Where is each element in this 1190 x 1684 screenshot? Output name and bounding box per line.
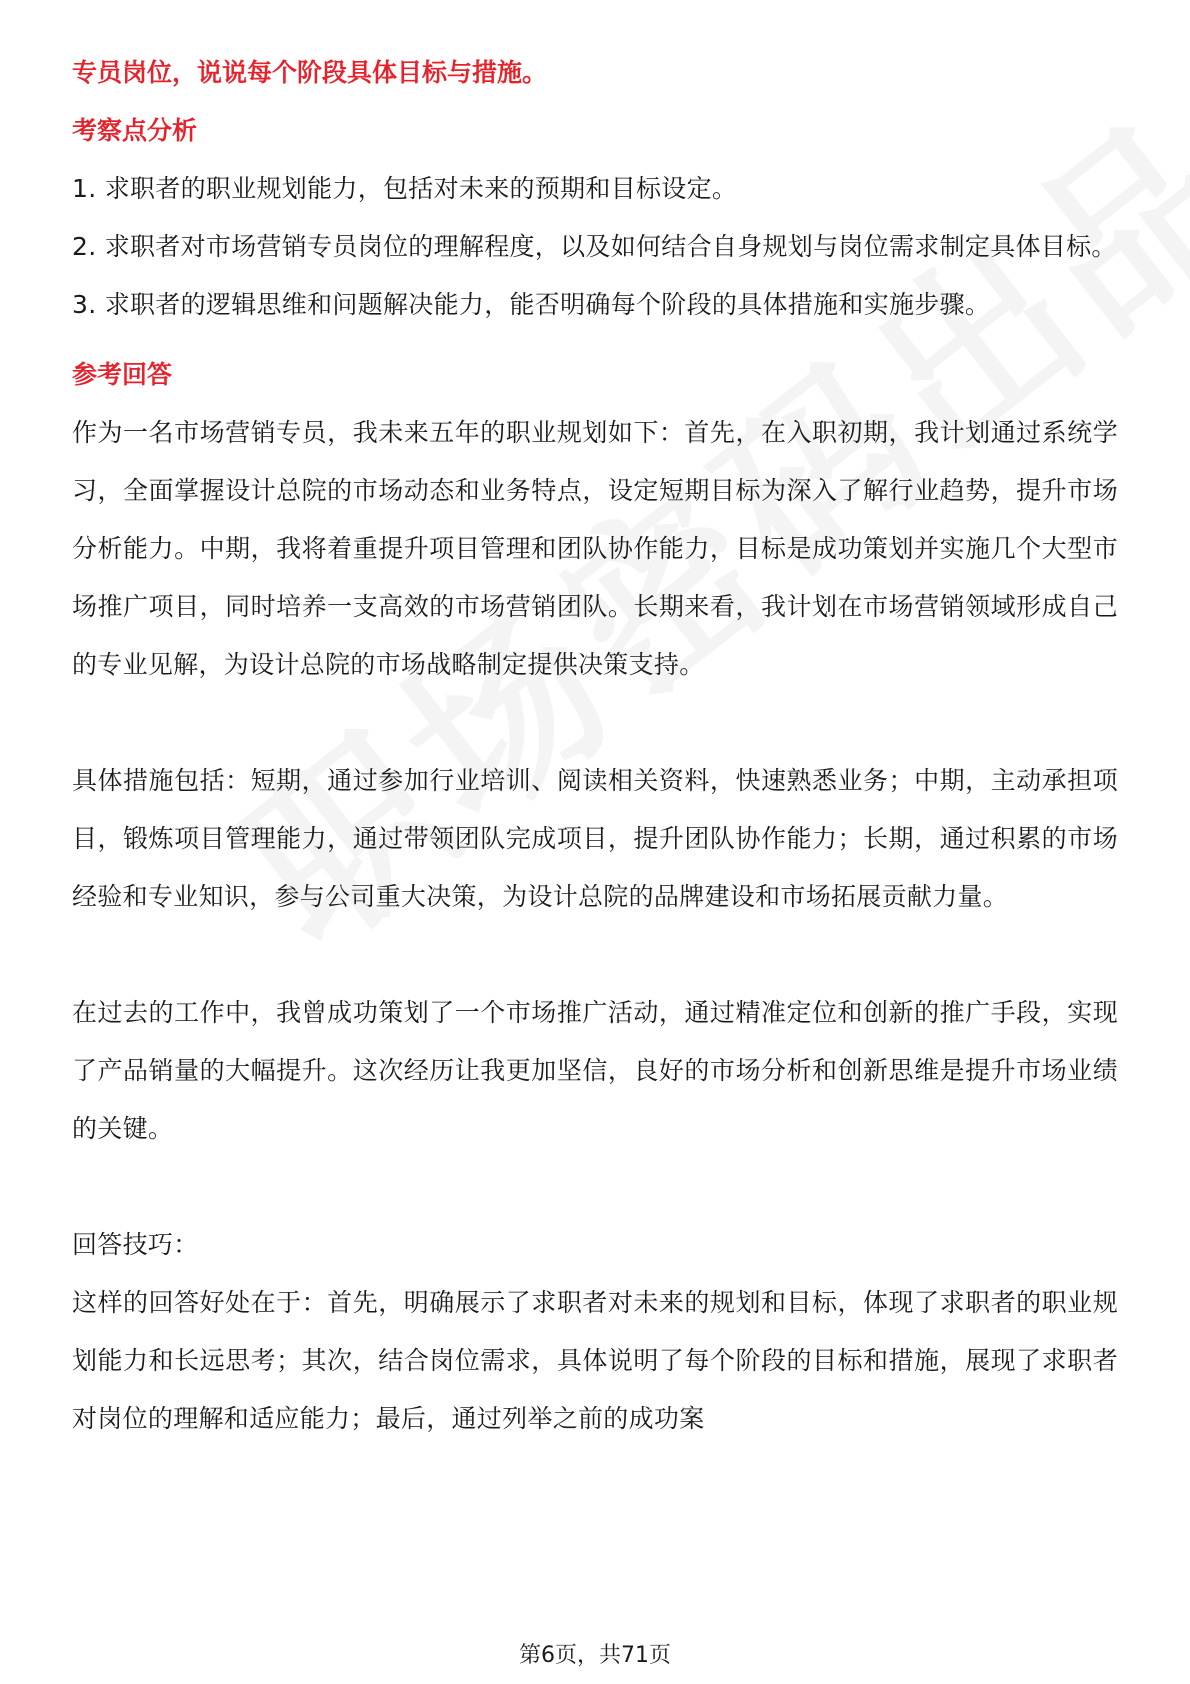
analysis-point: 2. 求职者对市场营销专员岗位的理解程度，以及如何结合自身规划与岗位需求制定具体目标。 xyxy=(72,232,1117,261)
answer-paragraph: 具体措施包括：短期，通过参加行业培训、阅读相关资料，快速熟悉业务；中期，主动承担项目，锻炼项目管理能力，通过带领团队完成项目，提升团队协作能力；长期，通过积累的市场经验和专业知识，参与公司重大决策，为设计总院的品牌建设和市场拓展贡献力量。 xyxy=(72,766,1118,911)
tips-heading: 回答技巧： xyxy=(72,1230,199,1259)
analysis-point: 3. 求职者的逻辑思维和问题解决能力，能否明确每个阶段的具体措施和实施步骤。 xyxy=(72,290,991,319)
page-number: 第6页，共71页 xyxy=(519,1643,671,1668)
page-content xyxy=(72,44,1118,1448)
answer-paragraph: 作为一名市场营销专员，我未来五年的职业规划如下：首先，在入职初期，我计划通过系统学习，全面掌握设计总院的市场动态和业务特点，设定短期目标为深入了解行业趋势，提升市场分析能力。中期，我将着重提升项目管理和团队协作能力，目标是成功策划并实施几个大型市场推广项目，同时培养一支高效的市场营销团队。长期来看，我计划在市场营销领域形成自己的专业见解，为设计总院的市场战略制定提供决策支持。 xyxy=(72,418,1118,679)
tips-text: 这样的回答好处在于：首先，明确展示了求职者对未来的规划和目标，体现了求职者的职业规划能力和长远思考；其次，结合岗位需求，具体说明了每个阶段的目标和措施，展现了求职者对岗位的理解和适应能力；最后，通过列举之前的成功案 xyxy=(72,1288,1118,1433)
analysis-heading: 考察点分析 xyxy=(72,116,198,145)
answer-paragraph: 在过去的工作中，我曾成功策划了一个市场推广活动，通过精准定位和创新的推广手段，实现了产品销量的大幅提升。这次经历让我更加坚信，良好的市场分析和创新思维是提升市场业绩的关键。 xyxy=(72,998,1118,1143)
question-tail: 专员岗位，说说每个阶段具体目标与措施。 xyxy=(72,58,548,87)
answer-heading: 参考回答 xyxy=(72,360,173,389)
analysis-point: 1. 求职者的职业规划能力，包括对未来的预期和目标设定。 xyxy=(72,174,738,203)
